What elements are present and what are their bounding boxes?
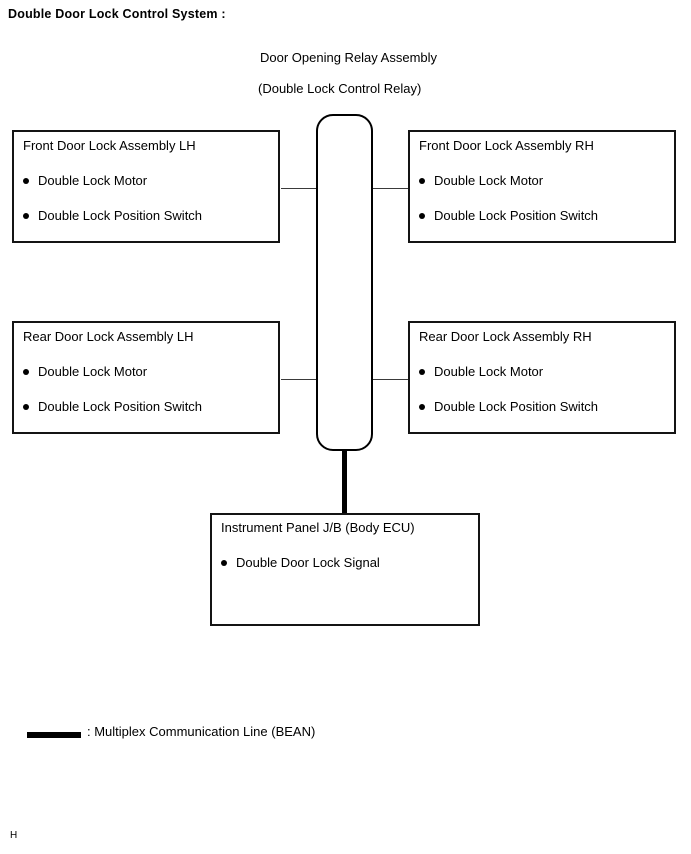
bullet-dot-icon: [419, 178, 425, 184]
multiplex-bus-line: [342, 450, 347, 514]
box-title: Front Door Lock Assembly LH: [23, 138, 196, 153]
front-door-lock-rh-box: [408, 130, 676, 243]
legend-line-sample-icon: [27, 732, 81, 738]
door-opening-relay-node: [316, 114, 373, 451]
connector-front-rh: [372, 188, 409, 189]
front-door-lock-lh-box: [12, 130, 280, 243]
box-item-label: Double Lock Motor: [434, 173, 544, 188]
relay-label-line2: (Double Lock Control Relay): [258, 81, 422, 96]
box-item-label: Double Lock Position Switch: [434, 208, 599, 223]
rear-door-lock-rh-box: [408, 321, 676, 434]
box-title: Rear Door Lock Assembly RH: [419, 329, 592, 344]
instrument-panel-ecu-box: [210, 513, 480, 626]
box-item: [221, 555, 469, 570]
box-title: Front Door Lock Assembly RH: [419, 138, 594, 153]
bullet-dot-icon: [419, 369, 425, 375]
box-item-label: Double Lock Position Switch: [38, 208, 203, 223]
box-item: [419, 364, 665, 379]
page-marker: H: [10, 830, 18, 841]
bullet-dot-icon: [23, 178, 29, 184]
bullet-dot-icon: [419, 213, 425, 219]
box-item-label: Double Lock Motor: [38, 173, 148, 188]
box-title: Rear Door Lock Assembly LH: [23, 329, 194, 344]
box-item: [419, 173, 665, 188]
box-item-label: Double Lock Motor: [434, 364, 544, 379]
box-item-label: Double Lock Motor: [38, 364, 148, 379]
legend-label: : Multiplex Communication Line (BEAN): [87, 724, 316, 739]
box-item-label: Double Lock Position Switch: [38, 399, 203, 414]
bullet-dot-icon: [221, 560, 227, 566]
box-title: Instrument Panel J/B (Body ECU): [221, 520, 415, 535]
box-item: [419, 208, 665, 223]
box-item: [23, 364, 269, 379]
connector-rear-lh: [281, 379, 317, 380]
box-item: [23, 399, 269, 414]
connector-rear-rh: [372, 379, 409, 380]
rear-door-lock-lh-box: [12, 321, 280, 434]
box-item: [23, 173, 269, 188]
bullet-dot-icon: [23, 404, 29, 410]
box-item-label: Double Door Lock Signal: [236, 555, 380, 570]
bullet-dot-icon: [23, 369, 29, 375]
box-item: [419, 399, 665, 414]
box-item-label: Double Lock Position Switch: [434, 399, 599, 414]
bullet-dot-icon: [419, 404, 425, 410]
bullet-dot-icon: [23, 213, 29, 219]
connector-front-lh: [281, 188, 317, 189]
diagram-title: Double Door Lock Control System :: [8, 7, 226, 21]
relay-label-line1: Door Opening Relay Assembly: [260, 50, 438, 65]
box-item: [23, 208, 269, 223]
